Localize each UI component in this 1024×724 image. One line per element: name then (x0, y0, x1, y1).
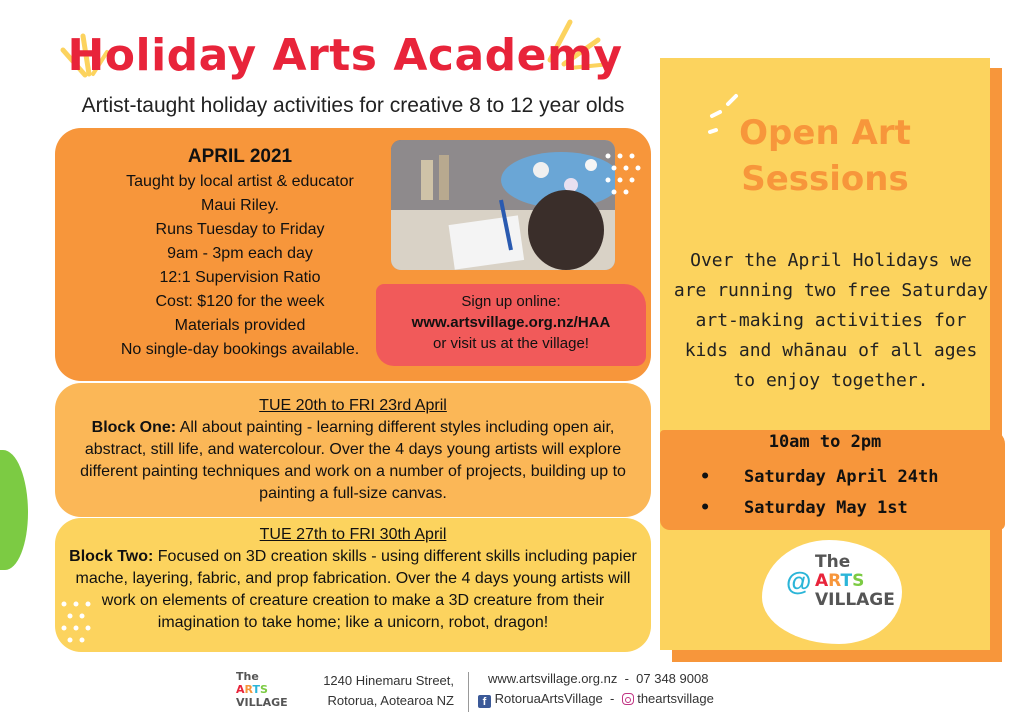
open-sessions-title-line2: Sessions (741, 159, 909, 199)
logo-the: The (815, 552, 851, 572)
logo-wordmark (815, 553, 895, 610)
block-one-body: All about painting - learning different styles including open air, abstract, still life, and watercolour. Over the 4 days young artists will explore different painting techniques and work on a number of projects, building up to painting a full-size canvas. (80, 419, 626, 502)
facebook-icon: f (478, 695, 491, 708)
footer-logo-letter: T (252, 683, 261, 696)
open-sessions-title-line1: Open Art (739, 113, 911, 153)
address-line: Rotorua, Aotearoa NZ (327, 693, 454, 708)
block-one-dates: TUE 20th to FRI 23rd April (259, 397, 447, 414)
block-one-description (62, 417, 644, 505)
april-line: Runs Tuesday to Friday (155, 221, 325, 238)
april-heading: APRIL 2021 (187, 146, 293, 167)
footer-logo-letter: A (236, 683, 245, 696)
open-sessions-description: Over the April Holidays we are running two free Saturday art-making activities for kids and whānau of all ages to enjoy together. (673, 250, 989, 391)
session-date-item: • Saturday April 24th (700, 462, 1000, 493)
white-dots-decoration-icon (602, 150, 642, 210)
footer-logo-arts (236, 683, 288, 696)
footer-facebook-link[interactable]: RotoruaArtsVillage (494, 691, 603, 706)
april-line: Taught by local artist & educator (126, 173, 354, 190)
footer-dash: - (624, 671, 629, 686)
april-line: Materials provided (174, 317, 306, 334)
photo-illustration-icon (391, 140, 615, 270)
signup-link[interactable]: www.artsvillage.org.nz/HAA (411, 314, 611, 331)
signup-visit: or visit us at the village! (433, 335, 589, 352)
footer-logo-letter: R (244, 683, 253, 696)
block-two-body: Focused on 3D creation skills - using different skills including papier mache, layering, fabric, and prop fabrication. Over the 4 days young artists will work on elements of creature creation to make a 3D creature from their imagination to take home; like a unicorn, robot, dragon! (75, 548, 637, 631)
footer-website-link[interactable]: www.artsvillage.org.nz (488, 671, 618, 686)
logo-arts-letter: A (815, 571, 829, 591)
green-paint-splash (0, 450, 28, 570)
block-one-text (62, 395, 644, 505)
block-one-label: Block One: (91, 419, 177, 436)
footer-divider (468, 672, 469, 712)
page-subtitle: Artist-taught holiday activities for creative 8 to 12 year olds (81, 94, 625, 117)
footer-logo-village: VILLAGE (236, 696, 288, 709)
block-two-dates: TUE 27th to FRI 30th April (259, 526, 447, 543)
logo-arts-letter: T (840, 571, 853, 591)
open-sessions-title (660, 110, 990, 202)
april-line: Cost: $120 for the week (155, 293, 325, 310)
signup-intro: Sign up online: (461, 293, 561, 310)
address-line: 1240 Hinemaru Street, (323, 673, 454, 688)
footer-social-line (478, 691, 714, 708)
block-two-description (62, 546, 644, 634)
block-two-text (62, 524, 644, 634)
instagram-icon (622, 693, 634, 705)
block-two-label: Block Two: (69, 548, 154, 565)
session-time: 10am to 2pm (768, 432, 882, 452)
footer-logo (236, 670, 288, 709)
footer-logo-letter: S (260, 683, 268, 696)
april-line: 12:1 Supervision Ratio (159, 269, 321, 286)
footer-address (314, 671, 454, 711)
footer-logo-the: The (236, 670, 259, 683)
footer-phone[interactable]: 07 348 9008 (636, 671, 709, 686)
april-line: No single-day bookings available. (120, 341, 360, 358)
child-painting-photo (391, 140, 615, 270)
logo-arts-letter: R (828, 571, 841, 591)
footer-contact-line (488, 671, 708, 686)
footer-instagram-link[interactable]: theartsvillage (637, 691, 714, 706)
april-line: 9am - 3pm each day (167, 245, 313, 262)
april-details (100, 144, 380, 362)
logo-arts (815, 572, 895, 591)
logo-village: VILLAGE (815, 590, 895, 610)
logo-arts-letter: S (852, 571, 865, 591)
at-symbol-icon: @ (786, 566, 812, 596)
april-line: Maui Riley. (201, 197, 279, 214)
footer-dash: - (610, 691, 615, 706)
page-title: Holiday Arts Academy (67, 30, 623, 81)
signup-callout (376, 284, 646, 366)
session-dates-list (700, 462, 1000, 524)
session-date-item: • Saturday May 1st (700, 493, 1000, 524)
